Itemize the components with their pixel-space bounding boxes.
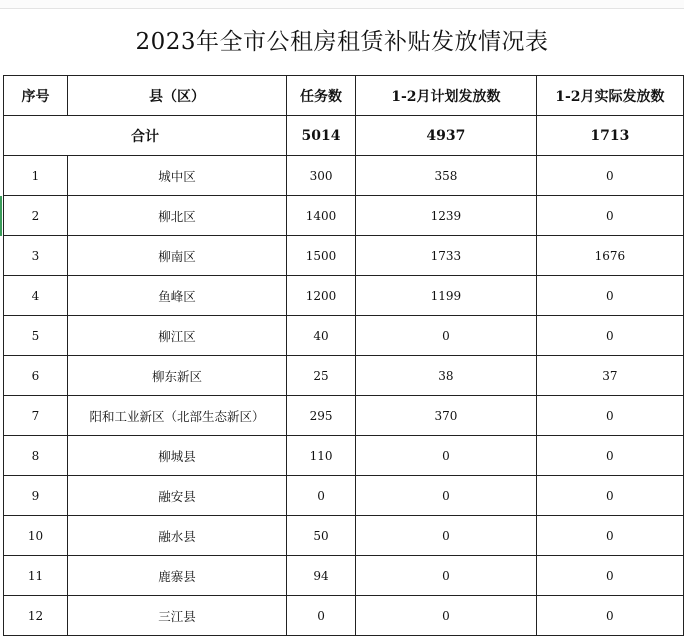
total-actual-cell[interactable]: 1713 xyxy=(536,116,683,156)
task-cell[interactable]: 300 xyxy=(287,156,356,196)
county-name-cell[interactable]: 鹿寨县 xyxy=(67,556,286,596)
county-name-cell[interactable]: 柳南区 xyxy=(67,236,286,276)
county-name-cell[interactable]: 柳北区 xyxy=(67,196,286,236)
table-row xyxy=(4,156,684,196)
table-row xyxy=(4,516,684,556)
table-row xyxy=(4,396,684,436)
row-number-cell[interactable]: 4 xyxy=(4,276,68,316)
actual-cell[interactable]: 0 xyxy=(536,596,683,636)
actual-cell[interactable]: 0 xyxy=(536,276,683,316)
actual-cell[interactable]: 0 xyxy=(536,196,683,236)
planned-cell[interactable]: 38 xyxy=(356,356,537,396)
actual-cell[interactable]: 0 xyxy=(536,316,683,356)
table-row xyxy=(4,316,684,356)
table-row xyxy=(4,196,684,236)
task-cell[interactable]: 25 xyxy=(287,356,356,396)
county-name-cell[interactable]: 柳江区 xyxy=(67,316,286,356)
table-row xyxy=(4,436,684,476)
task-cell[interactable]: 1200 xyxy=(287,276,356,316)
planned-cell[interactable]: 1733 xyxy=(356,236,537,276)
header-cell-no[interactable]: 序号 xyxy=(4,76,68,116)
planned-cell[interactable]: 1199 xyxy=(356,276,537,316)
row-number-cell[interactable]: 5 xyxy=(4,316,68,356)
row-number-cell[interactable]: 12 xyxy=(4,596,68,636)
spreadsheet-top-strip xyxy=(0,0,684,9)
actual-cell[interactable]: 0 xyxy=(536,476,683,516)
header-cell-task[interactable]: 任务数 xyxy=(287,76,356,116)
actual-cell[interactable]: 0 xyxy=(536,396,683,436)
planned-cell[interactable]: 0 xyxy=(356,556,537,596)
actual-cell[interactable]: 0 xyxy=(536,436,683,476)
county-name-cell[interactable]: 融水县 xyxy=(67,516,286,556)
table-row xyxy=(4,556,684,596)
header-row xyxy=(4,76,684,116)
row-number-cell[interactable]: 8 xyxy=(4,436,68,476)
table-title: 2023年全市公租房租赁补贴发放情况表 xyxy=(135,29,549,55)
county-name-cell[interactable]: 柳东新区 xyxy=(67,356,286,396)
total-row xyxy=(4,116,684,156)
planned-cell[interactable]: 0 xyxy=(356,436,537,476)
county-name-cell[interactable]: 柳城县 xyxy=(67,436,286,476)
header-cell-planned[interactable]: 1-2月计划发放数 xyxy=(356,76,537,116)
row-selection-marker xyxy=(0,196,2,236)
planned-cell[interactable]: 1239 xyxy=(356,196,537,236)
table-row xyxy=(4,236,684,276)
planned-cell[interactable]: 370 xyxy=(356,396,537,436)
actual-cell[interactable]: 0 xyxy=(536,516,683,556)
task-cell[interactable]: 110 xyxy=(287,436,356,476)
county-name-cell[interactable]: 阳和工业新区（北部生态新区） xyxy=(67,396,286,436)
subsidy-table xyxy=(3,75,684,636)
planned-cell[interactable]: 358 xyxy=(356,156,537,196)
county-name-cell[interactable]: 融安县 xyxy=(67,476,286,516)
task-cell[interactable]: 1500 xyxy=(287,236,356,276)
row-number-cell[interactable]: 11 xyxy=(4,556,68,596)
row-number-cell[interactable]: 1 xyxy=(4,156,68,196)
row-number-cell[interactable]: 2 xyxy=(4,196,68,236)
total-label-cell[interactable]: 合计 xyxy=(4,116,287,156)
actual-cell[interactable]: 37 xyxy=(536,356,683,396)
row-number-cell[interactable]: 6 xyxy=(4,356,68,396)
table-row xyxy=(4,276,684,316)
county-name-cell[interactable]: 城中区 xyxy=(67,156,286,196)
county-name-cell[interactable]: 鱼峰区 xyxy=(67,276,286,316)
total-task-cell[interactable]: 5014 xyxy=(287,116,356,156)
actual-cell[interactable]: 1676 xyxy=(536,236,683,276)
task-cell[interactable]: 1400 xyxy=(287,196,356,236)
task-cell[interactable]: 40 xyxy=(287,316,356,356)
header-cell-actual[interactable]: 1-2月实际发放数 xyxy=(536,76,683,116)
task-cell[interactable]: 50 xyxy=(287,516,356,556)
table-row xyxy=(4,356,684,396)
table-row xyxy=(4,476,684,516)
actual-cell[interactable]: 0 xyxy=(536,156,683,196)
planned-cell[interactable]: 0 xyxy=(356,516,537,556)
actual-cell[interactable]: 0 xyxy=(536,556,683,596)
planned-cell[interactable]: 0 xyxy=(356,316,537,356)
task-cell[interactable]: 295 xyxy=(287,396,356,436)
task-cell[interactable]: 94 xyxy=(287,556,356,596)
row-number-cell[interactable]: 7 xyxy=(4,396,68,436)
header-cell-county[interactable]: 县（区） xyxy=(67,76,286,116)
row-number-cell[interactable]: 3 xyxy=(4,236,68,276)
row-number-cell[interactable]: 9 xyxy=(4,476,68,516)
task-cell[interactable]: 0 xyxy=(287,476,356,516)
total-planned-cell[interactable]: 4937 xyxy=(356,116,537,156)
row-number-cell[interactable]: 10 xyxy=(4,516,68,556)
planned-cell[interactable]: 0 xyxy=(356,596,537,636)
planned-cell[interactable]: 0 xyxy=(356,476,537,516)
task-cell[interactable]: 0 xyxy=(287,596,356,636)
table-row xyxy=(4,596,684,636)
county-name-cell[interactable]: 三江县 xyxy=(67,596,286,636)
